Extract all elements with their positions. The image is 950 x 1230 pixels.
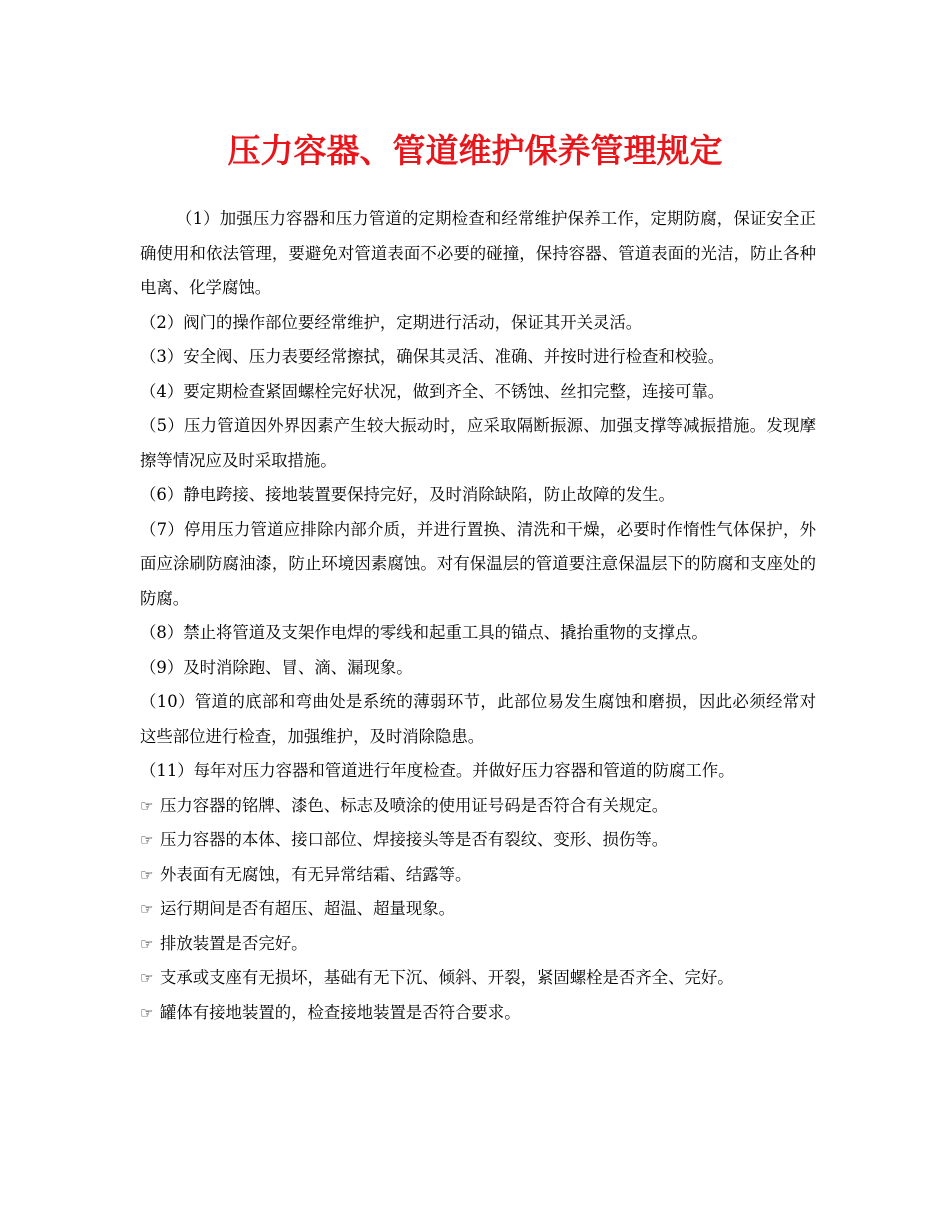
- pointing-hand-icon: ☞: [140, 900, 154, 918]
- pointing-hand-icon: ☞: [140, 796, 154, 815]
- paragraph-2: （2）阀门的操作部位要经常维护，定期进行活动，保证其开关灵活。: [140, 312, 643, 332]
- pointing-hand-icon: ☞: [140, 831, 154, 849]
- list-item-text: 外表面有无腐蚀，有无异常结霜、结露等。: [160, 864, 472, 884]
- pointing-hand-icon: ☞: [140, 969, 154, 987]
- list-item: [140, 789, 816, 824]
- list-item: [140, 823, 816, 858]
- paragraph-5: （5）压力管道因外界因素产生较大振动时，应采取隔断振源、加强支撑等减振措施。发现摩擦等情况应及时采取措施。: [140, 416, 816, 470]
- pointing-hand-icon: ☞: [140, 865, 154, 884]
- list-item-text: 压力容器的铭牌、漆色、标志及喷涂的使用证号码是否符合有关规定。: [160, 795, 669, 815]
- list-item-text: 支承或支座有无损坏，基础有无下沉、倾斜、开裂，紧固螺栓是否齐全、完好。: [160, 968, 734, 987]
- list-item-text: 压力容器的本体、接口部位、焊接接头等是否有裂纹、变形、损伤等。: [160, 830, 669, 849]
- list-item: [140, 927, 816, 962]
- paragraph-7: （7）停用压力管道应排除内部介质，并进行置换、清洗和干燥，必要时作惰性气体保护，外面应涂刷防腐油漆，防止环境因素腐蚀。对有保温层的管道要注意保温层下的防腐和支座处的防腐。: [140, 519, 816, 608]
- page-title: 压力容器、管道维护保养管理规定: [227, 131, 723, 170]
- paragraph-11: （11）每年对压力容器和管道进行年度检查。并做好压力容器和管道的防腐工作。: [140, 761, 735, 780]
- paragraph-10: （10）管道的底部和弯曲处是系统的薄弱环节，此部位易发生腐蚀和磨损，因此必须经常对这些部位进行检查，加强维护，及时消除隐患。: [140, 692, 816, 746]
- paragraph-1: （1）加强压力容器和压力管道的定期检查和经常维护保养工作，定期防腐，保证安全正确使用和依法管理，要避免对管道表面不必要的碰撞，保持容器、管道表面的光洁，防止各种电离、化学腐蚀。: [140, 209, 816, 297]
- inspection-checklist: [140, 789, 816, 1031]
- list-item-text: 罐体有接地装置的，检查接地装置是否符合要求。: [160, 1002, 521, 1022]
- paragraph-6: （6）静电跨接、接地装置要保持完好，及时消除缺陷，防止故障的发生。: [140, 485, 675, 504]
- pointing-hand-icon: ☞: [140, 934, 154, 953]
- list-item: [140, 996, 816, 1031]
- document-body: [140, 202, 816, 1030]
- list-item: [140, 892, 816, 927]
- list-item-text: 排放装置是否完好。: [160, 933, 308, 953]
- paragraph-4: （4）要定期检查紧固螺栓完好状况，做到齐全、不锈蚀、丝扣完整，连接可靠。: [140, 381, 725, 401]
- list-item: [140, 961, 816, 996]
- paragraph-9: （9）及时消除跑、冒、滴、漏现象。: [140, 657, 413, 677]
- paragraph-8: （8）禁止将管道及支架作电焊的零线和起重工具的锚点、撬抬重物的支撑点。: [140, 623, 708, 642]
- list-item: [140, 858, 816, 893]
- pointing-hand-icon: ☞: [140, 1003, 154, 1022]
- list-item-text: 运行期间是否有超压、超温、超量现象。: [160, 899, 456, 918]
- paragraph-3: （3）安全阀、压力表要经常擦拭，确保其灵活、准确、并按时进行检查和校验。: [140, 347, 725, 366]
